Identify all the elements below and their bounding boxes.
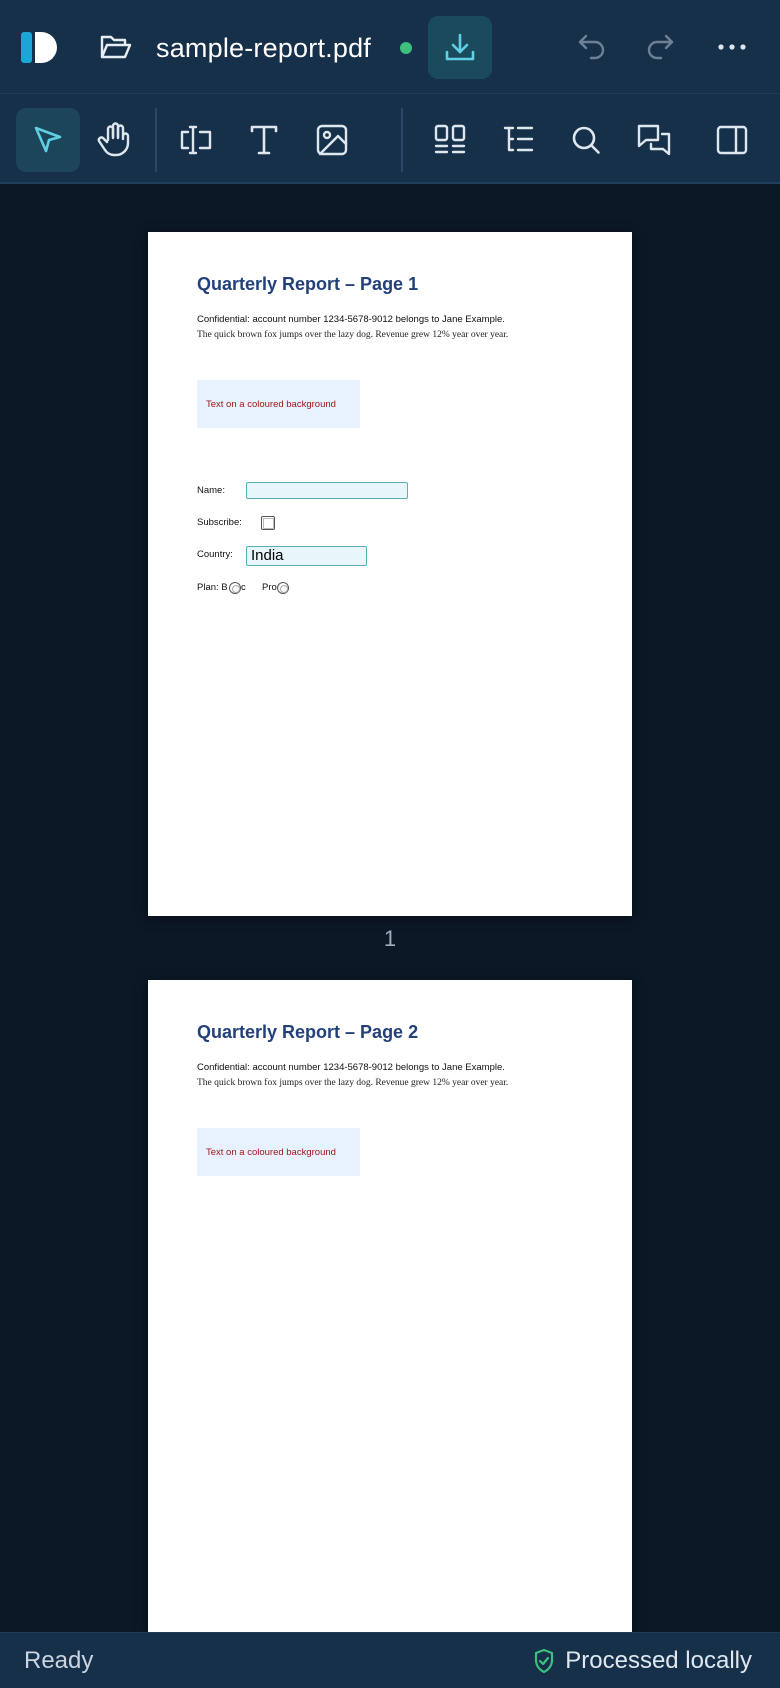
page-number-indicator: 1 [383,926,397,951]
page-text-line: The quick brown fox jumps over the lazy dog. Revenue grew 12% year over year. [197,1078,509,1088]
pdf-page-2 [148,980,632,1632]
comments-button[interactable] [622,108,686,172]
download-icon [444,32,476,64]
status-text: Ready [24,1647,94,1674]
text-box-tool-button[interactable] [164,108,228,172]
image-tool-button[interactable] [300,108,364,172]
app-logo-icon [20,29,60,65]
outline-icon [502,125,534,155]
subscribe-checkbox[interactable] [261,516,275,530]
search-icon [571,125,601,155]
plan-label: Plan: B [197,582,228,593]
undo-icon [577,33,607,61]
country-input[interactable]: India [246,546,367,566]
page-heading: Quarterly Report – Page 2 [197,1022,419,1042]
redo-button[interactable] [628,17,692,77]
subscribe-label: Subscribe: [197,517,242,528]
plan-pro-label: Pro [262,582,277,593]
more-horizontal-icon [717,43,747,51]
saved-status-dot [400,42,412,54]
hand-icon [97,122,131,158]
processed-locally-text: Processed locally [565,1647,752,1674]
search-button[interactable] [554,108,618,172]
plan-basic-suffix: c [241,582,246,593]
redo-icon [645,33,675,61]
image-icon [316,124,348,156]
plan-pro-radio[interactable] [277,582,289,594]
coloured-box-text: Text on a coloured background [206,1146,336,1158]
document-title: sample-report.pdf [156,33,371,63]
thumbnails-icon [434,124,466,156]
toolbar-divider [401,108,403,172]
open-file-button[interactable] [84,17,148,77]
download-button[interactable] [428,16,492,79]
page-heading: Quarterly Report – Page 1 [197,274,419,294]
outline-button[interactable] [486,108,550,172]
coloured-background-box [197,1128,360,1176]
hand-tool-button[interactable] [82,108,146,172]
page-text-line: Confidential: account number 1234-5678-9012 belongs to Jane Example. [197,314,505,325]
country-label: Country: [197,549,233,560]
text-icon [250,125,278,155]
comments-icon [636,123,672,157]
folder-open-icon [100,33,132,61]
side-panel-button[interactable] [700,108,764,172]
status-bar [0,1632,780,1688]
page-text-line: Confidential: account number 1234-5678-9012 belongs to Jane Example. [197,1062,505,1073]
pdf-page-1 [148,232,632,916]
name-label: Name: [197,485,225,496]
name-input[interactable] [246,482,408,499]
plan-basic-radio[interactable] [229,582,241,594]
thumbnails-button[interactable] [418,108,482,172]
toolbar-divider [155,108,157,172]
select-tool-button[interactable] [16,108,80,172]
select-icon [32,124,64,156]
shield-check-icon [533,1648,555,1674]
more-options-button[interactable] [700,17,764,77]
side-panel-icon [716,125,748,155]
top-bar [0,0,780,94]
page-text-line: The quick brown fox jumps over the lazy dog. Revenue grew 12% year over year. [197,330,509,340]
processing-status [533,1647,752,1675]
text-tool-button[interactable] [232,108,296,172]
text-box-icon [178,125,214,155]
undo-button[interactable] [560,17,624,77]
coloured-background-box [197,380,360,428]
coloured-box-text: Text on a coloured background [206,398,336,410]
